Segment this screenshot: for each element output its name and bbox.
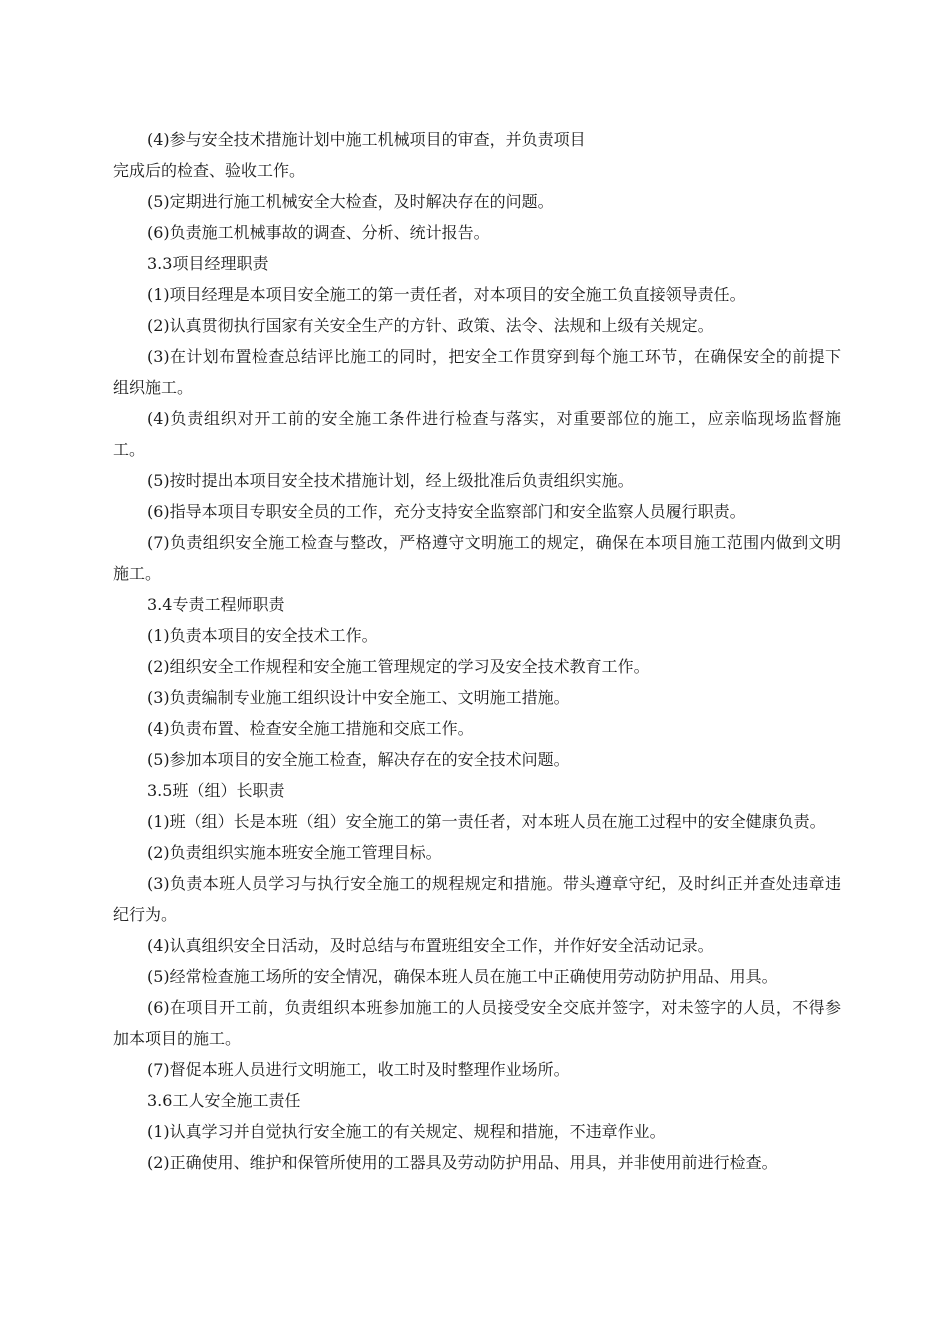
paragraph: (4)参与安全技术措施计划中施工机械项目的审查，并负责项目: [147, 130, 586, 149]
paragraph: (2)组织安全工作规程和安全施工管理规定的学习及安全技术教育工作。: [147, 657, 650, 676]
paragraph: (3)在计划布置检查总结评比施工的同时，把安全工作贯穿到每个施工环节，在确保安全的前提下组织施工。: [113, 347, 841, 397]
paragraph: (5)参加本项目的安全施工检查，解决存在的安全技术问题。: [147, 750, 570, 769]
paragraph: (7)负责组织安全施工检查与整改，严格遵守文明施工的规定，确保在本项目施工范围内做到文明施工。: [113, 533, 841, 583]
paragraph: (2)认真贯彻执行国家有关安全生产的方针、政策、法令、法规和上级有关规定。: [147, 316, 714, 335]
paragraph: 完成后的检查、验收工作。: [113, 161, 306, 180]
paragraph: (1)项目经理是本项目安全施工的第一责任者，对本项目的安全施工负直接领导责任。: [147, 285, 746, 304]
paragraph: (6)负责施工机械事故的调查、分析、统计报告。: [147, 223, 490, 242]
paragraph: (2)正确使用、维护和保管所使用的工器具及劳动防护用品、用具，并非使用前进行检查。: [147, 1153, 778, 1172]
paragraph: (5)经常检查施工场所的安全情况，确保本班人员在施工中正确使用劳动防护用品、用具。: [147, 967, 778, 986]
paragraph: (4)负责布置、检查安全施工措施和交底工作。: [147, 719, 474, 738]
document-body: [113, 124, 841, 1178]
paragraph: (3)负责编制专业施工组织设计中安全施工、文明施工措施。: [147, 688, 570, 707]
section-heading: 3.5班（组）长职责: [147, 781, 285, 800]
paragraph: (2)负责组织实施本班安全施工管理目标。: [147, 843, 442, 862]
section-heading: 3.3项目经理职责: [147, 254, 269, 273]
paragraph: (1)负责本项目的安全技术工作。: [147, 626, 378, 645]
paragraph: (6)指导本项目专职安全员的工作，充分支持安全监察部门和安全监察人员履行职责。: [147, 502, 746, 521]
paragraph: (6)在项目开工前，负责组织本班参加施工的人员接受安全交底并签字，对未签字的人员，不得参加本项目的施工。: [113, 998, 841, 1048]
paragraph: (3)负责本班人员学习与执行安全施工的规程规定和措施。带头遵章守纪，及时纠正并查处违章违纪行为。: [113, 874, 841, 924]
section-heading: 3.6工人安全施工责任: [147, 1091, 301, 1110]
paragraph: (5)按时提出本项目安全技术措施计划，经上级批准后负责组织实施。: [147, 471, 634, 490]
paragraph: (4)认真组织安全日活动，及时总结与布置班组安全工作，并作好安全活动记录。: [147, 936, 714, 955]
paragraph: (1)班（组）长是本班（组）安全施工的第一责任者，对本班人员在施工过程中的安全健康负责。: [147, 812, 826, 831]
section-heading: 3.4专责工程师职责: [147, 595, 285, 614]
paragraph: (5)定期进行施工机械安全大检查，及时解决存在的问题。: [147, 192, 554, 211]
paragraph: (7)督促本班人员进行文明施工，收工时及时整理作业场所。: [147, 1060, 570, 1079]
paragraph: (4)负责组织对开工前的安全施工条件进行检查与落实，对重要部位的施工，应亲临现场监督施工。: [113, 409, 841, 459]
paragraph: (1)认真学习并自觉执行安全施工的有关规定、规程和措施，不违章作业。: [147, 1122, 666, 1141]
